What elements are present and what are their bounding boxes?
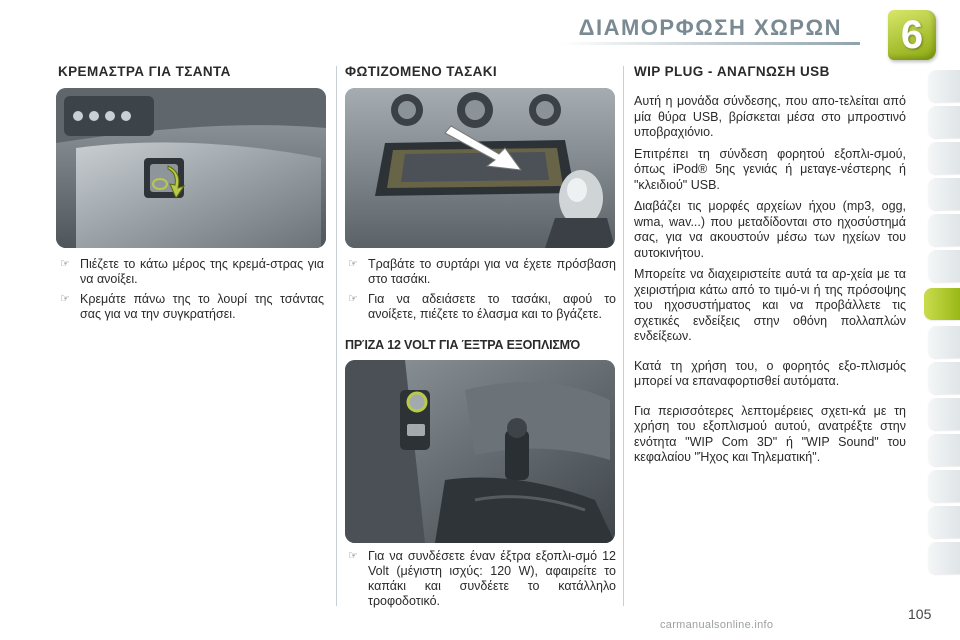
section-title-12v-socket: ΠΡΊΖΑ 12 VOLT ΓΙΑ ΈΞΤΡΑ ΕΞΟΠΛΙΣΜΌ (345, 338, 580, 352)
side-tab-6[interactable] (928, 250, 960, 282)
column-divider (623, 66, 624, 606)
bullet-hand-icon: ☞ (348, 550, 358, 562)
bullet-hand-icon: ☞ (60, 293, 70, 305)
paragraph: Κατά τη χρήση του, ο φορητός εξο-πλισμός μπορεί να επαναφορτισθεί αυτόματα. (634, 358, 906, 388)
watermark-text[interactable]: carmanualsonline.info (660, 619, 774, 631)
bullet-hand-icon: ☞ (348, 258, 358, 270)
wip-plug-text (634, 94, 906, 472)
bullet-hand-icon: ☞ (348, 293, 358, 305)
list-item: ☞ Για να αδειάσετε το τασάκι, αφού το ανοίξετε, πιέζετε το έλασμα και το βγάζετε. (348, 292, 616, 321)
side-tab-2[interactable] (928, 106, 960, 138)
side-tab-5[interactable] (928, 214, 960, 246)
column-divider (336, 66, 337, 606)
bag-hook-instructions (60, 257, 324, 327)
socket-instructions (348, 549, 616, 614)
socket-photo (345, 360, 615, 543)
paragraph: Διαβάζει τις μορφές αρχείων ήχου (mp3, ogg, wma, wav...) που μεταδίδονται στο ηχοσύστημά σας, για να ακουστούν μέσω των ηχείων του αυτοκινήτου. (634, 199, 906, 260)
page-title: ΔΙΑΜΟΡΦΩΣΗ ΧΩΡΩΝ (578, 15, 842, 40)
paragraph: Επιτρέπει τη σύνδεση φορητού εξοπλι-σμού, όπως iPod® 5ης γενιάς ή μεταγε-νέστερης ή "κλειδιού" USB. (634, 146, 906, 192)
header-rule (560, 42, 860, 45)
side-tab-active-chapter[interactable] (924, 288, 960, 320)
ashtray-instructions (348, 257, 616, 327)
side-tab-13[interactable] (928, 506, 960, 538)
bullet-hand-icon: ☞ (60, 258, 70, 270)
section-title-bag-hook: ΚΡΕΜΑΣΤΡΑ ΓΙΑ ΤΣΑΝΤΑ (58, 64, 231, 79)
paragraph: Μπορείτε να διαχειριστείτε αυτά τα αρ-χεία με τα χειριστήρια κάτω από το τιμό-νι ή της πρόσοψης του ηχοσυστήματος και να προβάλλετε τις σχετικές ενδείξεις στην οθόνη πολλαπλών ενδείξεων. (634, 267, 906, 343)
page-number: 105 (908, 606, 932, 622)
list-item: ☞ Τραβάτε το συρτάρι για να έχετε πρόσβαση στο τασάκι. (348, 257, 616, 286)
section-title-wip-plug: WIP PLUG - ΑΝΑΓΝΩΣΗ USB (634, 64, 830, 79)
side-tab-8[interactable] (928, 326, 960, 358)
side-tab-14[interactable] (928, 542, 960, 574)
section-title-ashtray: ΦΩΤΙΖΟΜΕΝΟ ΤΑΣΑΚΙ (345, 64, 498, 79)
bag-hook-photo (56, 88, 326, 248)
list-item: ☞ Για να συνδέσετε έναν έξτρα εξοπλι-σμό 12 Volt (μέγιστη ισχύς: 120 W), αφαιρείτε το καπάκι και συνδέετε το κατάλληλο τροφοδοτικό. (348, 549, 616, 608)
side-tab-11[interactable] (928, 434, 960, 466)
side-tab-3[interactable] (928, 142, 960, 174)
side-tab-10[interactable] (928, 398, 960, 430)
side-tab-1[interactable] (928, 70, 960, 102)
ashtray-photo (345, 88, 615, 248)
paragraph: Για περισσότερες λεπτομέρειες σχετι-κά με τη χρήση του εξοπλισμού αυτού, ανατρέξτε στην ενότητα "WIP Com 3D" ή "WIP Sound" του κεφαλαίου "Ήχος και Τηλεματική". (634, 403, 906, 464)
chapter-badge: 6 (888, 10, 936, 60)
side-tab-4[interactable] (928, 178, 960, 210)
paragraph: Αυτή η μονάδα σύνδεσης, που απο-τελείται από μία θύρα USB, βρίσκεται μέσα στο μπροστινό υποβραχιόνιο. (634, 94, 906, 139)
side-tab-12[interactable] (928, 470, 960, 502)
side-tab-9[interactable] (928, 362, 960, 394)
list-item: ☞ Κρεμάτε πάνω της το λουρί της τσάντας σας για να την συγκρατήσει. (60, 292, 324, 321)
list-item: ☞ Πιέζετε το κάτω μέρος της κρεμά-στρας για να ανοίξει. (60, 257, 324, 286)
